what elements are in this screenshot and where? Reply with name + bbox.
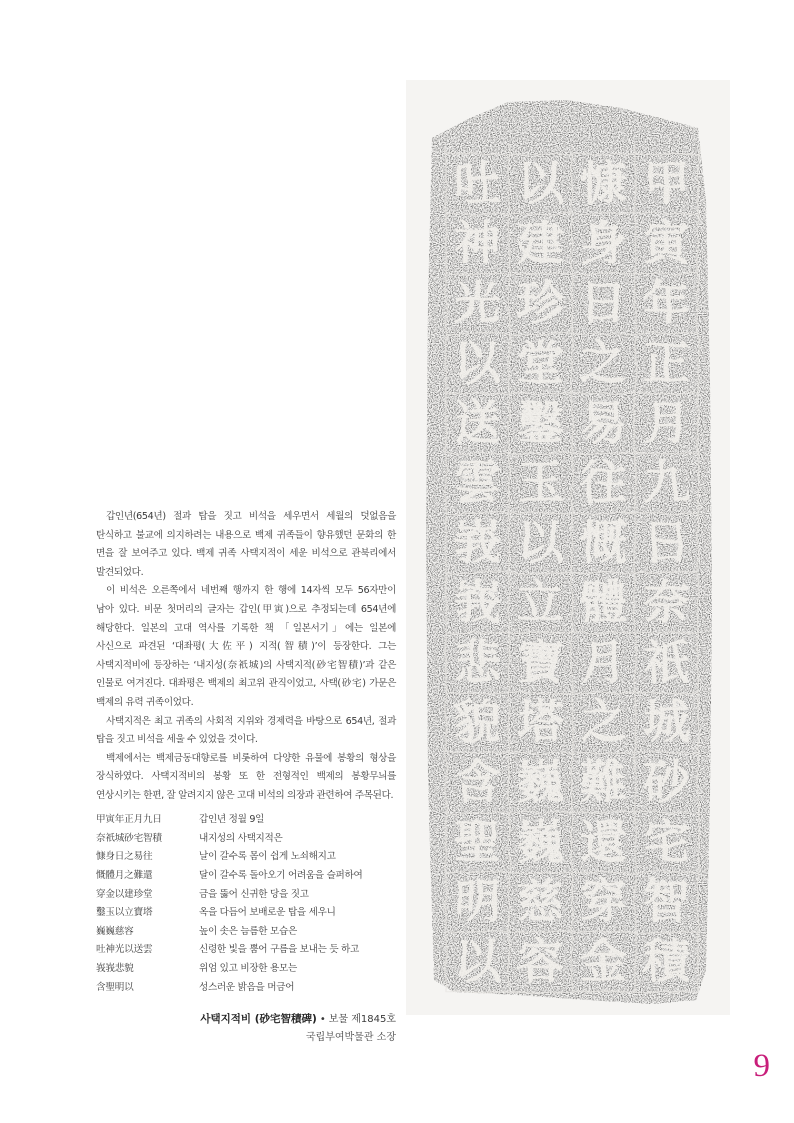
inscription-korean: 금을 뚫어 신귀한 당을 짓고 — [199, 888, 309, 900]
stele-character: 慷 — [580, 156, 627, 212]
stele-character: 立 — [517, 575, 564, 631]
inscription-translation — [96, 809, 396, 995]
stele-character: 玉 — [517, 455, 564, 511]
inscription-hanja: 吐神光以送雲 — [96, 944, 153, 956]
inscription-row — [96, 809, 396, 828]
stele-character: 以 — [454, 934, 501, 990]
inscription-korean: 내지성의 사택지적은 — [199, 832, 283, 844]
stele-rubbing-image — [406, 80, 730, 1015]
page-number: 9 — [753, 1048, 770, 1084]
stele-character: 還 — [580, 814, 627, 870]
stele-character: 甲 — [643, 156, 690, 212]
stele-character: 送 — [454, 395, 501, 451]
stele-character: 聖 — [454, 814, 501, 870]
stele-character: 體 — [580, 575, 627, 631]
inscription-hanja: 巍巍慈容 — [96, 925, 134, 937]
caption-holder: 국립부여박물관 소장 — [305, 1032, 396, 1043]
inscription-hanja: 穿金以建珍堂 — [96, 888, 153, 900]
stele-character: 貌 — [454, 695, 501, 751]
inscription-row — [96, 828, 396, 847]
stele-character: 含 — [454, 755, 501, 810]
stele-character: 以 — [517, 156, 564, 212]
stele-character: 易 — [580, 395, 627, 451]
stele-character: 年 — [643, 276, 690, 332]
inscription-korean: 신령한 빛을 뿜어 구름을 보내는 듯 하고 — [199, 944, 359, 956]
stele-character: 之 — [580, 695, 627, 751]
inscription-hanja: 含聖明以 — [96, 981, 134, 993]
inscription-row — [96, 921, 396, 940]
stele-character: 積 — [643, 934, 690, 990]
stele-character: 宅 — [643, 814, 690, 870]
inscription-hanja: 鑿玉以立寶塔 — [96, 907, 153, 919]
stele-character: 難 — [580, 755, 627, 810]
inscription-row — [96, 865, 396, 884]
stele-rubbing-svg — [406, 80, 730, 1015]
stele-character: 容 — [517, 934, 564, 990]
inscription-korean: 날이 갈수록 몸이 쉽게 노쇠해지고 — [199, 851, 336, 863]
stele-character: 峩 — [454, 515, 501, 571]
stele-character: 穿 — [580, 874, 627, 930]
caption-line — [200, 1010, 396, 1028]
stele-character: 巍 — [517, 755, 564, 810]
inscription-row — [96, 846, 396, 865]
stele-character: 身 — [580, 216, 627, 272]
stele-character: 以 — [517, 515, 564, 571]
stele-character: 金 — [580, 934, 627, 990]
stele-character: 慈 — [517, 874, 564, 930]
stele-character: 正 — [643, 336, 690, 391]
paragraph-phoenix: 백제에서는 백제금동대향로를 비롯하여 다양한 유물에 봉황의 형상을 장식하였다. 사택지적비의 봉황 또 한 전형적인 백제의 봉황무늬를 연상시키는 한편, 잘 알려지지 않은 고대 비석의 의장과 관련하여 주목된다. — [96, 752, 396, 801]
inscription-korean: 위엄 있고 비장한 용모는 — [199, 963, 297, 975]
stele-character: 九 — [643, 455, 690, 511]
stele-character: 鑿 — [517, 395, 564, 451]
inscription-korean: 갑인년 정월 9일 — [199, 814, 265, 826]
paragraph-history: 이 비석은 오른쪽에서 네번째 행까지 한 행에 14자씩 모두 56자만이 남아 있다. 비문 첫머리의 글자는 갑인(甲寅)으로 추정되는데 654년에 해당한다. 일본의 고대 역사를 기록한 책 「일본서기」에는 일본에 사신으로 파견된 ‘대좌평(大佐平) 지적(智積)’이 등장한다. 그는 사택지적비에 등장하는 ‘내지성(奈祇城)의 사택지적(砂宅智積)’과 같은 인물로 여겨진다. 대좌평은 백제의 최고위 관직이었고, 사택(砂宅) 가문은 백제의 유력 귀족이었다. — [96, 585, 396, 708]
inscription-korean: 옥을 다듬어 보배로운 탑을 세우니 — [199, 907, 336, 919]
stele-character: 日 — [580, 276, 627, 332]
stele-character: 峩 — [454, 575, 501, 631]
stele-character: 以 — [454, 336, 501, 391]
caption-separator: • — [319, 1014, 326, 1025]
paragraph-status: 사택지적은 최고 귀족의 사회적 지위와 경제력을 바탕으로 654년, 절과 탑을 짓고 비석을 세울 수 있었을 것이다. — [96, 715, 396, 746]
inscription-korean: 성스러운 밝음을 머금어 — [199, 981, 295, 993]
caption-designation: 보물 제1845호 — [328, 1014, 396, 1025]
stele-character: 雲 — [454, 455, 501, 511]
inscription-row — [96, 976, 396, 995]
stele-character: 奈 — [643, 575, 690, 631]
stele-character: 光 — [454, 276, 501, 332]
inscription-row — [96, 939, 396, 958]
stele-character: 寶 — [517, 635, 564, 691]
figure-caption — [200, 1010, 396, 1043]
stele-character: 之 — [580, 336, 627, 391]
stele-character: 城 — [643, 695, 690, 751]
caption-title: 사택지적비 (砂宅智積碑) — [200, 1013, 317, 1025]
stele-character: 祇 — [643, 635, 690, 691]
stele-character: 堂 — [517, 336, 564, 391]
inscription-hanja: 甲寅年正月九日 — [96, 814, 162, 826]
stele-character: 月 — [580, 635, 627, 691]
inscription-row — [96, 883, 396, 902]
stele-character: 寅 — [643, 216, 690, 272]
stele-character: 砂 — [643, 755, 690, 810]
stele-character: 建 — [517, 216, 564, 272]
inscription-row — [96, 902, 396, 921]
paragraph-intro: 갑인년(654년) 절과 탑을 짓고 비석을 세우면서 세월의 덧없음을 탄식하고 불교에 의지하려는 내용으로 백제 귀족들이 향유했던 문화의 한 면을 잘 보여주고 있다. 백제 귀족 사택지적이 세운 비석으로 관북리에서 발견되었다. — [96, 511, 396, 578]
stele-character: 珍 — [517, 276, 564, 332]
stele-character: 明 — [454, 874, 501, 930]
stele-character: 神 — [454, 216, 501, 272]
stele-character: 日 — [643, 515, 690, 571]
stele-character: 悲 — [454, 635, 501, 691]
inscription-row — [96, 958, 396, 977]
stele-character: 智 — [643, 874, 690, 930]
stele-character: 月 — [643, 395, 690, 451]
body-text — [96, 508, 396, 806]
inscription-hanja: 峩峩悲貌 — [96, 963, 134, 975]
inscription-korean: 높이 솟은 늠름한 모습은 — [199, 925, 297, 937]
inscription-hanja: 奈祇城砂宅智積 — [96, 832, 162, 844]
stele-character: 巍 — [517, 814, 564, 870]
stele-character: 吐 — [454, 156, 501, 212]
stele-character: 慨 — [580, 515, 627, 571]
inscription-korean: 달이 갈수록 돌아오기 어려움을 슬퍼하여 — [199, 870, 363, 882]
inscription-hanja: 慷身日之易往 — [96, 851, 153, 863]
inscription-hanja: 慨體月之難還 — [96, 870, 153, 882]
stele-character: 塔 — [517, 695, 564, 751]
stele-character: 往 — [580, 455, 627, 511]
